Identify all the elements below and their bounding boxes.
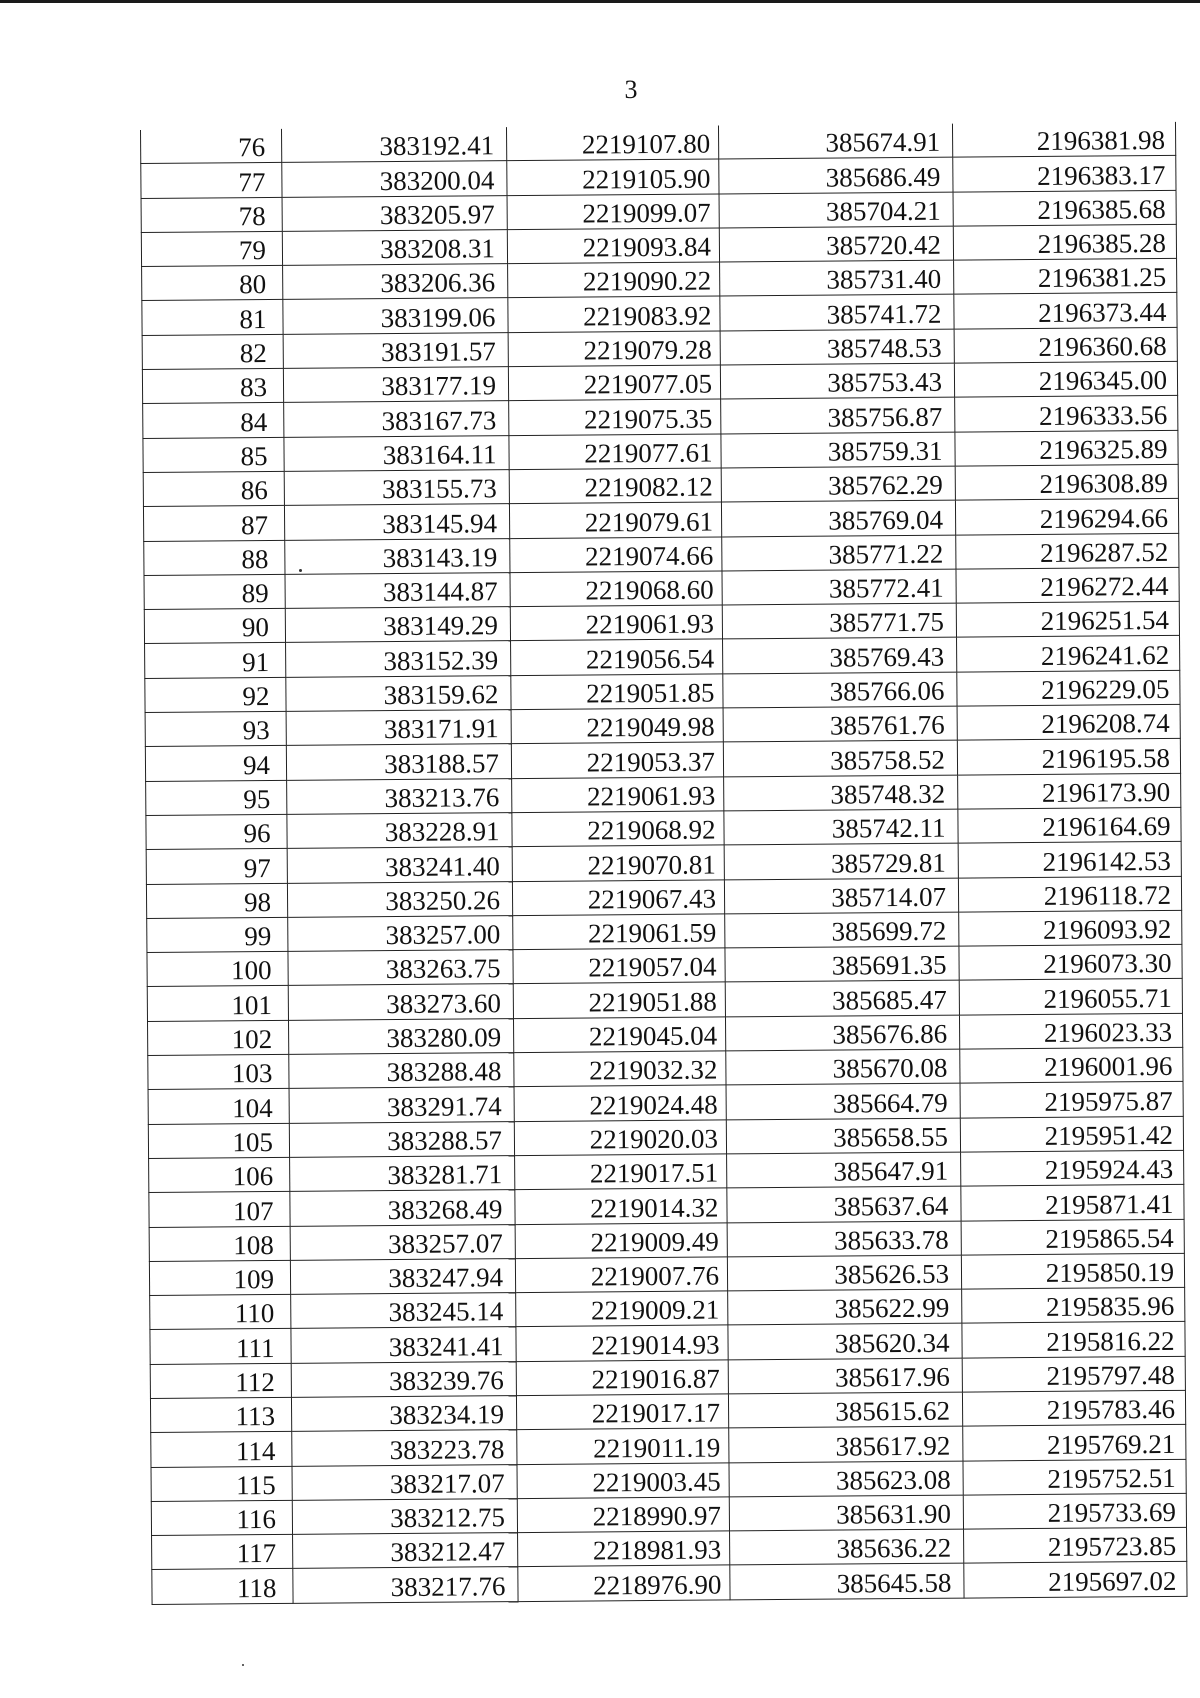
y2-cell: 2195850.19 [961, 1253, 1184, 1289]
x2-cell: 385771.75 [722, 603, 956, 639]
y1-cell: 2219061.93 [512, 777, 724, 813]
y1-cell: 2219032.32 [514, 1051, 726, 1087]
y2-cell: 2196294.66 [955, 499, 1178, 535]
y2-cell: 2195951.42 [960, 1116, 1183, 1152]
y1-cell: 2219083.92 [508, 296, 720, 332]
y1-cell: 2219053.37 [511, 742, 723, 778]
x1-cell: 383268.49 [290, 1190, 515, 1226]
x2-cell: 385647.91 [727, 1152, 961, 1188]
x2-cell: 385759.31 [721, 432, 955, 468]
x2-cell: 385645.58 [730, 1564, 964, 1600]
x2-cell: 385741.72 [720, 295, 954, 331]
x1-cell: 383217.76 [293, 1567, 518, 1603]
y2-cell: 2196373.44 [954, 293, 1177, 329]
point-number-cell: 102 [147, 1020, 288, 1055]
x1-cell: 383159.62 [286, 675, 511, 711]
y1-cell: 2219107.80 [506, 125, 718, 160]
x1-cell: 383288.48 [289, 1053, 514, 1089]
y2-cell: 2196381.25 [954, 259, 1177, 295]
y1-cell: 2219024.48 [514, 1085, 726, 1121]
x1-cell: 383155.73 [284, 470, 509, 506]
x1-cell: 383200.04 [282, 161, 507, 197]
x1-cell: 383217.07 [292, 1464, 517, 1500]
y2-cell: 2196385.68 [953, 190, 1176, 226]
x2-cell: 385766.06 [723, 672, 957, 708]
x1-cell: 383228.91 [287, 813, 512, 849]
x2-cell: 385617.92 [729, 1426, 963, 1462]
x2-cell: 385691.35 [725, 946, 959, 982]
y1-cell: 2219077.05 [508, 365, 720, 401]
x2-cell: 385771.22 [722, 535, 956, 571]
y1-cell: 2219051.85 [511, 674, 723, 710]
point-number-cell: 81 [142, 300, 283, 335]
point-number-cell: 96 [146, 814, 287, 849]
x2-cell: 385686.49 [719, 157, 953, 193]
y1-cell: 2219017.17 [516, 1394, 728, 1430]
point-number-cell: 87 [143, 506, 284, 541]
x2-cell: 385731.40 [720, 260, 954, 296]
y2-cell: 2196360.68 [954, 327, 1177, 363]
x2-cell: 385704.21 [719, 192, 953, 228]
point-number-cell: 77 [141, 163, 282, 198]
y1-cell: 2219045.04 [513, 1017, 725, 1053]
x1-cell: 383241.40 [287, 847, 512, 883]
y2-cell: 2196241.62 [957, 636, 1180, 672]
x1-cell: 383263.75 [288, 950, 513, 986]
point-number-cell: 105 [148, 1123, 289, 1158]
y2-cell: 2195783.46 [962, 1390, 1185, 1426]
x1-cell: 383188.57 [286, 744, 511, 780]
point-number-cell: 111 [150, 1329, 291, 1364]
y2-cell: 2196287.52 [956, 533, 1179, 569]
y1-cell: 2219061.59 [513, 914, 725, 950]
point-number-cell: 106 [149, 1157, 290, 1192]
x1-cell: 383212.75 [292, 1498, 517, 1534]
y2-cell: 2195723.85 [964, 1527, 1187, 1563]
x1-cell: 383250.26 [287, 881, 512, 917]
x2-cell: 385620.34 [728, 1323, 962, 1359]
x2-cell: 385633.78 [727, 1221, 961, 1257]
x2-cell: 385753.43 [720, 363, 954, 399]
point-number-cell: 99 [147, 917, 288, 952]
x1-cell: 383245.14 [291, 1293, 516, 1329]
x1-cell: 383167.73 [284, 401, 509, 437]
x2-cell: 385622.99 [728, 1289, 962, 1325]
x1-cell: 383291.74 [289, 1087, 514, 1123]
x2-cell: 385626.53 [727, 1255, 961, 1291]
x2-cell: 385756.87 [721, 397, 955, 433]
x2-cell: 385685.47 [725, 981, 959, 1017]
y1-cell: 2219057.04 [513, 948, 725, 984]
x2-cell: 385658.55 [726, 1118, 960, 1154]
y2-cell: 2195769.21 [963, 1425, 1186, 1461]
point-number-cell: 110 [150, 1294, 291, 1329]
y2-cell: 2196023.33 [959, 1013, 1182, 1049]
x1-cell: 383149.29 [285, 607, 510, 643]
x1-cell: 383164.11 [284, 435, 509, 471]
y1-cell: 2219003.45 [517, 1462, 729, 1498]
point-number-cell: 117 [152, 1535, 293, 1570]
y1-cell: 2219051.88 [513, 982, 725, 1018]
y1-cell: 2219067.43 [512, 879, 724, 915]
y1-cell: 2219082.12 [509, 468, 721, 504]
y1-cell: 2218981.93 [518, 1531, 730, 1567]
y1-cell: 2219020.03 [514, 1120, 726, 1156]
y2-cell: 2195752.51 [963, 1459, 1186, 1495]
y1-cell: 2219056.54 [511, 639, 723, 675]
x1-cell: 383144.87 [285, 572, 510, 608]
y2-cell: 2195835.96 [962, 1287, 1185, 1323]
point-number-cell: 83 [142, 368, 283, 403]
y2-cell: 2195871.41 [961, 1185, 1184, 1221]
point-number-cell: 84 [143, 403, 284, 438]
x2-cell: 385615.62 [728, 1392, 962, 1428]
y1-cell: 2219068.92 [512, 811, 724, 847]
y2-cell: 2196164.69 [958, 807, 1181, 843]
x1-cell: 383247.94 [290, 1258, 515, 1294]
y1-cell: 2219014.32 [515, 1188, 727, 1224]
x2-cell: 385617.96 [728, 1358, 962, 1394]
point-number-cell: 80 [142, 266, 283, 301]
point-number-cell: 100 [147, 951, 288, 986]
x1-cell: 383213.76 [287, 778, 512, 814]
x2-cell: 385699.72 [725, 912, 959, 948]
point-number-cell: 79 [141, 231, 282, 266]
y1-cell: 2219068.60 [510, 571, 722, 607]
x1-cell: 383257.07 [290, 1224, 515, 1260]
point-number-cell: 93 [145, 711, 286, 746]
x1-cell: 383192.41 [281, 127, 506, 163]
scan-speck [242, 1664, 244, 1666]
x2-cell: 385758.52 [723, 740, 957, 776]
y2-cell: 2196195.58 [957, 739, 1180, 775]
x2-cell: 385772.41 [722, 569, 956, 605]
point-number-cell: 114 [151, 1432, 292, 1467]
point-number-cell: 85 [143, 437, 284, 472]
y2-cell: 2196251.54 [956, 602, 1179, 638]
point-number-cell: 89 [144, 574, 285, 609]
point-number-cell: 108 [149, 1226, 290, 1261]
x2-cell: 385631.90 [729, 1495, 963, 1531]
y2-cell: 2196208.74 [957, 704, 1180, 740]
y1-cell: 2218990.97 [517, 1497, 729, 1533]
y2-cell: 2195816.22 [962, 1322, 1185, 1358]
x1-cell: 383208.31 [282, 230, 507, 266]
y2-cell: 2195697.02 [964, 1562, 1187, 1598]
y1-cell: 2219093.84 [507, 228, 719, 264]
y1-cell: 2219105.90 [507, 159, 719, 195]
x1-cell: 383191.57 [283, 332, 508, 368]
point-number-cell: 92 [145, 677, 286, 712]
coordinate-table [140, 122, 1188, 1605]
point-number-cell: 94 [145, 746, 286, 781]
y1-cell: 2219009.49 [515, 1222, 727, 1258]
point-number-cell: 91 [145, 643, 286, 678]
coordinate-table-body [140, 122, 1187, 1604]
y2-cell: 2196381.98 [952, 122, 1175, 158]
x2-cell: 385769.43 [723, 638, 957, 674]
y1-cell: 2219061.93 [510, 605, 722, 641]
x2-cell: 385761.76 [723, 706, 957, 742]
table-row [152, 1562, 1187, 1604]
point-number-cell: 116 [151, 1500, 292, 1535]
point-number-cell: 76 [140, 129, 281, 164]
x1-cell: 383241.41 [291, 1327, 516, 1363]
x2-cell: 385674.91 [718, 124, 952, 160]
point-number-cell: 109 [149, 1260, 290, 1295]
y1-cell: 2219079.28 [508, 331, 720, 367]
y1-cell: 2219011.19 [517, 1428, 729, 1464]
y2-cell: 2195975.87 [960, 1082, 1183, 1118]
x1-cell: 383288.57 [289, 1121, 514, 1157]
y2-cell: 2196333.56 [955, 396, 1178, 432]
x1-cell: 383171.91 [286, 710, 511, 746]
point-number-cell: 78 [141, 197, 282, 232]
x2-cell: 385637.64 [727, 1186, 961, 1222]
y1-cell: 2218976.90 [518, 1565, 730, 1601]
point-number-cell: 113 [150, 1397, 291, 1432]
scan-speck [299, 569, 302, 572]
x2-cell: 385748.53 [720, 329, 954, 365]
x1-cell: 383212.47 [293, 1533, 518, 1569]
y1-cell: 2219079.61 [509, 502, 721, 538]
point-number-cell: 86 [143, 471, 284, 506]
x2-cell: 385670.08 [726, 1049, 960, 1085]
point-number-cell: 88 [144, 540, 285, 575]
x2-cell: 385636.22 [730, 1529, 964, 1565]
x2-cell: 385623.08 [729, 1461, 963, 1497]
y2-cell: 2195733.69 [963, 1493, 1186, 1529]
x1-cell: 383199.06 [283, 298, 508, 334]
y2-cell: 2196272.44 [956, 567, 1179, 603]
x1-cell: 383206.36 [283, 264, 508, 300]
x1-cell: 383205.97 [282, 195, 507, 231]
y2-cell: 2196308.89 [955, 464, 1178, 500]
x2-cell: 385729.81 [724, 843, 958, 879]
point-number-cell: 82 [142, 334, 283, 369]
point-number-cell: 97 [146, 849, 287, 884]
x1-cell: 383223.78 [292, 1430, 517, 1466]
y1-cell: 2219090.22 [508, 262, 720, 298]
x1-cell: 383281.71 [290, 1155, 515, 1191]
y1-cell: 2219077.61 [509, 434, 721, 470]
x2-cell: 385742.11 [724, 809, 958, 845]
y2-cell: 2196093.92 [959, 910, 1182, 946]
x1-cell: 383280.09 [288, 1018, 513, 1054]
point-number-cell: 95 [146, 780, 287, 815]
x2-cell: 385664.79 [726, 1083, 960, 1119]
page-top-edge [0, 0, 1200, 3]
x1-cell: 383273.60 [288, 984, 513, 1020]
x2-cell: 385762.29 [721, 466, 955, 502]
y2-cell: 2196055.71 [959, 979, 1182, 1015]
y1-cell: 2219099.07 [507, 194, 719, 230]
y2-cell: 2195924.43 [961, 1150, 1184, 1186]
point-number-cell: 115 [151, 1466, 292, 1501]
x1-cell: 383143.19 [285, 538, 510, 574]
y1-cell: 2219009.21 [516, 1291, 728, 1327]
y1-cell: 2219014.93 [516, 1325, 728, 1361]
y2-cell: 2196385.28 [953, 224, 1176, 260]
y2-cell: 2196383.17 [953, 156, 1176, 192]
point-number-cell: 112 [150, 1363, 291, 1398]
point-number-cell: 101 [147, 986, 288, 1021]
y2-cell: 2196142.53 [958, 842, 1181, 878]
x1-cell: 383152.39 [286, 641, 511, 677]
x1-cell: 383145.94 [284, 504, 509, 540]
point-number-cell: 104 [148, 1089, 289, 1124]
x1-cell: 383234.19 [291, 1396, 516, 1432]
y2-cell: 2196001.96 [960, 1047, 1183, 1083]
point-number-cell: 118 [152, 1569, 293, 1604]
x2-cell: 385720.42 [719, 226, 953, 262]
y2-cell: 2196073.30 [959, 944, 1182, 980]
x2-cell: 385714.07 [724, 878, 958, 914]
point-number-cell: 98 [146, 883, 287, 918]
y2-cell: 2196325.89 [955, 430, 1178, 466]
y2-cell: 2196118.72 [958, 876, 1181, 912]
y1-cell: 2219007.76 [515, 1257, 727, 1293]
y1-cell: 2219017.51 [515, 1154, 727, 1190]
y1-cell: 2219070.81 [512, 845, 724, 881]
y2-cell: 2196229.05 [957, 670, 1180, 706]
page-number: 3 [624, 75, 638, 104]
point-number-cell: 90 [144, 609, 285, 644]
y1-cell: 2219016.87 [516, 1360, 728, 1396]
y2-cell: 2196345.00 [954, 361, 1177, 397]
x1-cell: 383257.00 [288, 915, 513, 951]
y2-cell: 2195865.54 [961, 1219, 1184, 1255]
x2-cell: 385676.86 [725, 1015, 959, 1051]
y1-cell: 2219075.35 [509, 399, 721, 435]
y2-cell: 2196173.90 [958, 773, 1181, 809]
x2-cell: 385769.04 [721, 500, 955, 536]
x2-cell: 385748.32 [724, 775, 958, 811]
x1-cell: 383239.76 [291, 1361, 516, 1397]
y1-cell: 2219074.66 [510, 537, 722, 573]
x1-cell: 383177.19 [283, 367, 508, 403]
point-number-cell: 103 [148, 1054, 289, 1089]
point-number-cell: 107 [149, 1192, 290, 1227]
y2-cell: 2195797.48 [962, 1356, 1185, 1392]
y1-cell: 2219049.98 [511, 708, 723, 744]
